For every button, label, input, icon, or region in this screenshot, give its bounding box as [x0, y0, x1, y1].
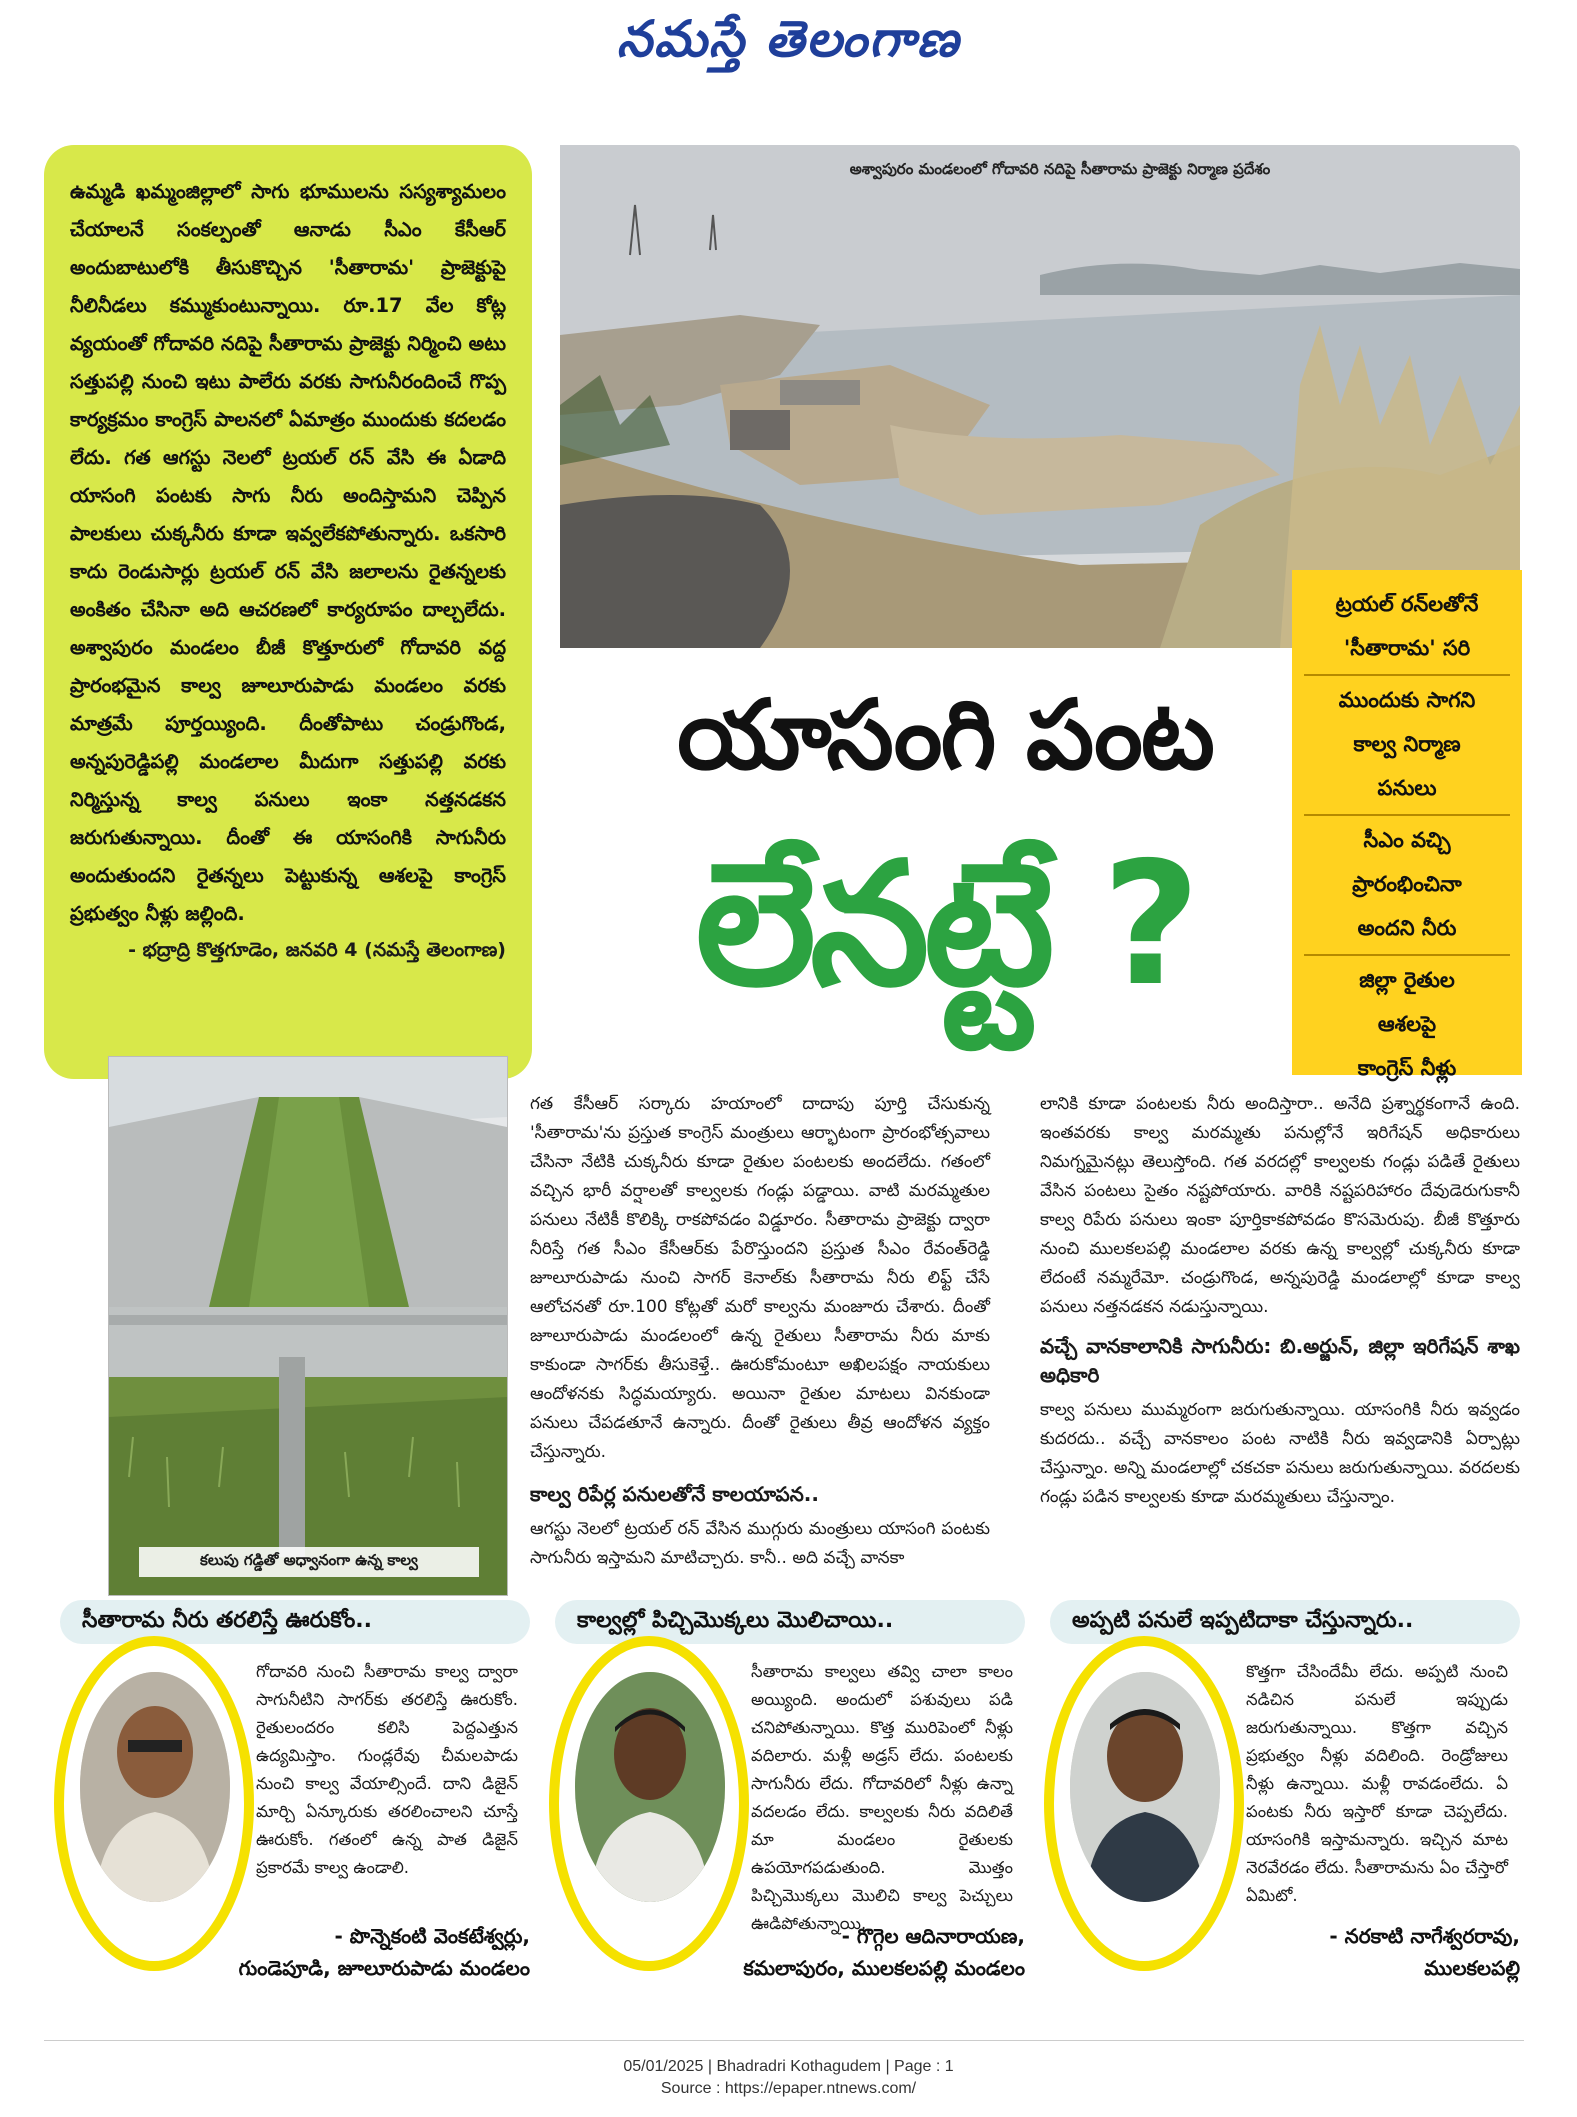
masthead-title: నమస్తే తెలంగాణ	[616, 10, 961, 68]
sidebar-line: ముందుకు సాగని	[1304, 674, 1510, 722]
quote-place: గుండెపూడి, జూలూరుపాడు మండలం	[238, 1956, 530, 1980]
quote-name: - పొన్నెకంటి వెంకటేశ్వర్లు,	[334, 1924, 530, 1948]
sidebar-line: కాంగ్రెస్ నీళ్లు	[1357, 1056, 1457, 1080]
quote-place: ములకలపల్లి	[1424, 1956, 1520, 1980]
portrait-photo	[1070, 1672, 1220, 1902]
article-paragraph: గత కేసీఆర్ సర్కారు హయాంలో దాదాపు పూర్తి చేసుకున్న 'సీతారామ'ను ప్రస్తుత కాంగ్రెస్ మంత్రులు ఆర్భాటంగా ప్రారంభోత్సవాలు చేసినా నేటికి చుక్కనీరు కూడా రైతుల పంటలకు అందలేదు. గతంలో వచ్చిన భారీ వర్షాలతో కాల్వలకు గండ్లు పడ్డాయి. వాటి మరమ్మతుల పనులు నేటికీ కొలిక్కి రాకపోవడం విడ్డూరం. సీతారామ ప్రాజెక్టు ద్వారా నీరిస్తే గత సీఎం కేసీఆర్‌కు పేరొస్తుందని ప్రస్తుత సీఎం రేవంత్‌రెడ్డి జూలూరుపాడు నుంచి సాగర్ కెనాల్‌కు సీతారామ నీరు లిఫ్ట్ చేసే ఆలోచనతో రూ.100 కోట్లతో మరో కాల్వను మంజూరు చేశారు. దీంతో జూలూరుపాడు మండలంలో ఉన్న రైతులు సీతారామ నీరు మాకు కాకుండా సాగర్‌కు తీసుకెళ్తే.. ఊరుకోమంటూ అఖిలపక్షం నాయకులు ఆందోళనకు సిద్ధమయ్యారు. అయినా రైతుల మాటలు వినకుండా పనులు చేపడతూనే ఉన్నారు. దీంతో రైతులు తీవ్ర ఆందోళన వ్యక్తం చేస్తున్నారు.	[530, 1094, 990, 1462]
article-paragraph: లానికి కూడా పంటలకు నీరు అందిస్తారా.. అనేది ప్రశ్నార్థకంగానే ఉంది. ఇంతవరకు కాల్వ మరమ్మతు పనుల్లోనే ఇరిగేషన్ అధికారులు నిమగ్నమైనట్లు తెలుస్తోంది. గత వరదల్లో కాల్వలకు గండ్లు పడితే రైతులు వేసిన పంటలు సైతం నష్టపోయారు. వారికి నష్టపరిహారం దేవుడెరుగుకానీ కాల్వ రిపేరు పనులు ఇంకా పూర్తికాకపోవడం కొసమెరుపు. బీజీ కొత్తూరు నుంచి ములకలపల్లి మండలాల వరకు ఉన్న కాల్వల్లో చుక్కనీరు కూడా లేదంటే నమ్మరేమో. చండ్రుగొండ, అన్నపురెడ్డి మండలాల్లో కూడా కాల్వ పనులు నత్తనడకన నడుస్తున్నాయి.	[1040, 1094, 1520, 1317]
sidebar-line: 'సీతారామ' సరి	[1343, 636, 1471, 660]
quote-panel-2	[535, 1600, 1025, 2000]
quote-signature	[675, 1920, 1025, 1984]
sidebar-line: సీఎం వచ్చి	[1304, 814, 1510, 862]
masthead	[0, 0, 1577, 80]
sidebar-highlights	[1292, 570, 1522, 1080]
lead-box	[44, 145, 532, 1079]
quote-heading: కాల్వల్లో పిచ్చిమొక్కలు మొలిచాయి..	[555, 1600, 1025, 1644]
canal-photo	[108, 1056, 508, 1596]
sidebar-line: అందని నీరు	[1357, 916, 1457, 940]
sidebar-line: ఆశలపై	[1377, 1012, 1437, 1036]
sidebar-line: ప్రారంభించినా	[1352, 872, 1462, 896]
quote-panel-3	[1030, 1600, 1520, 2000]
article-paragraph: కాల్వ పనులు ముమ్మరంగా జరుగుతున్నాయి. యాసంగికి నీరు ఇవ్వడం కుదరదు.. వచ్చే వానకాలం పంట నాటికి నీరు ఇవ్వడానికి ఏర్పాట్లు చేస్తున్నాం. అన్ని మండలాల్లో చకచకా పనులు జరుగుతున్నాయి. వరదలకు గండ్లు పడిన కాల్వలకు కూడా మరమ్మతులు చేస్తున్నాం.	[1040, 1400, 1520, 1507]
headline-line1: యాసంగి పంట	[677, 679, 1213, 791]
quote-panel-1	[40, 1600, 530, 2000]
article-column-middle	[530, 1090, 990, 1473]
quote-text: కొత్తగా చేసిందేమీ లేదు. అప్పటి నుంచి నడిచిన పనులే ఇప్పుడు జరుగుతున్నాయి. కొత్తగా వచ్చిన ప్రభుత్వం నీళ్లు వదిలింది. రెండ్రోజులు నీళ్లు ఉన్నాయి. మళ్లీ రావడంలేదు. ఏ పంటకు నీరు ఇస్తారో కూడా చెప్పలేదు. యాసంగికి ఇస్తామన్నారు. ఇచ్చిన మాట నెరవేరడం లేదు. సీతారామను ఏం చేస్తారో ఏమిటో.	[1246, 1662, 1508, 1905]
quote-heading: సీతారామ నీరు తరలిస్తే ఊరుకోం..	[60, 1600, 530, 1644]
canal-photo-caption: కలుపు గడ్డితో అధ్వానంగా ఉన్న కాల్వ	[139, 1547, 479, 1577]
article-column-middle-2	[530, 1470, 990, 1579]
footer-edition: 05/01/2025 | Bhadradri Kothagudem | Page : 1	[623, 2058, 954, 2075]
sidebar-line: కాల్వ నిర్మాణ	[1353, 732, 1461, 756]
portrait-photo	[80, 1672, 230, 1902]
footer-source: Source : https://epaper.ntnews.com/	[660, 2080, 917, 2097]
sidebar-line: పనులు	[1377, 776, 1437, 800]
quote-text: సీతారామ కాల్వలు తవ్వి చాలా కాలం అయ్యింది. అందులో పశువులు పడి చనిపోతున్నాయి. కొత్త మురిపెంలో నీళ్లు వదిలారు. మళ్లీ అడ్రస్ లేదు. పంటలకు సాగునీరు లేదు. గోదావరిలో నీళ్లు ఉన్నా వదలడం లేదు. కాల్వలకు నీరు వదిలితే మా మండలం రైతులకు ఉపయోగపడుతుంది. మొత్తం పిచ్చిమొక్కలు మొలిచి కాల్వ పెచ్చులు ఊడిపోతున్నాయి.	[751, 1662, 1013, 1933]
quote-heading: అప్పటి పనులే ఇప్పటిదాకా చేస్తున్నారు..	[1050, 1600, 1520, 1644]
sidebar-line: ట్రయల్ రన్‌లతోనే	[1335, 592, 1479, 616]
footer-divider	[44, 2040, 1524, 2041]
article-column-right	[1040, 1090, 1520, 1518]
article-paragraph: ఆగస్టు నెలలో ట్రయల్ రన్ వేసిన ముగ్గురు మంత్రులు యాసంగి పంటకు సాగునీరు ఇస్తామని మాటిచ్చారు. కానీ.. అది వచ్చే వానకా	[530, 1519, 990, 1568]
quote-signature	[1170, 1920, 1520, 1984]
quote-name: - గొగ్గెల ఆదినారాయణ,	[841, 1924, 1025, 1948]
sidebar-line: జిల్లా రైతుల	[1304, 954, 1510, 1002]
quote-text: గోదావరి నుంచి సీతారామ కాల్వ ద్వారా సాగునీటిని సాగర్‌కు తరలిస్తే ఊరుకోం. రైతులందరం కలిసి పెద్దఎత్తున ఉద్యమిస్తాం. గుండ్లరేవు చీమలపాడు నుంచి కాల్వ వేయాల్సిందే. దాని డిజైన్ మార్చి ఏన్కూరుకు తరలించాలని చూస్తే ఊరుకోం. గతంలో ఉన్న పాత డిజైన్ ప్రకారమే కాల్వ ఉండాలి.	[256, 1662, 518, 1877]
sidebar-list	[1292, 570, 1522, 1090]
lead-text: ఉమ్మడి ఖమ్మంజిల్లాలో సాగు భూములను సస్యశ్యామలం చేయాలనే సంకల్పంతో ఆనాడు సీఎం కేసీఆర్ అందుబాటులోకి తీసుకొచ్చిన 'సీతారామ' ప్రాజెక్టుపై నీలినీడలు కమ్ముకుంటున్నాయి. రూ.17 వేల కోట్ల వ్యయంతో గోదావరి నదిపై సీతారామ ప్రాజెక్టు నిర్మించి అటు సత్తుపల్లి నుంచి ఇటు పాలేరు వరకు సాగునీరందించే గొప్ప కార్యక్రమం కాంగ్రెస్ పాలనలో ఏమాత్రం ముందుకు కదలడం లేదు. గత ఆగస్టు నెలలో ట్రయల్ రన్ వేసి ఈ ఏడాది యాసంగి పంటకు సాగు నీరు అందిస్తామని చెప్పిన పాలకులు చుక్కనీరు కూడా ఇవ్వలేకపోతున్నారు. ఒకసారి కాదు రెండుసార్లు ట్రయల్ రన్ వేసి జలాలను రైతన్నలకు అంకితం చేసినా అది ఆచరణలో కార్యరూపం దాల్చలేదు. అశ్వాపురం మండలం బీజీ కొత్తూరులో గోదావరి వద్ద ప్రారంభమైన కాల్వ జూలూరుపాడు మండలం వరకు మాత్రమే పూర్తయ్యింది. దీంతోపాటు చండ్రుగొండ, అన్నపురెడ్డిపల్లి మండలాల మీదుగా సత్తుపల్లి వరకు నిర్మిస్తున్న కాల్వ పనులు ఇంకా నత్తనడకన జరుగుతున్నాయి. దీంతో ఈ యాసంగికి సాగునీరు అందుతుందని రైతన్నలు పెట్టుకున్న ఆశలపై కాంగ్రెస్ ప్రభుత్వం నీళ్లు జల్లింది.	[70, 180, 506, 925]
quote-name: - నరకాటి నాగేశ్వరరావు,	[1329, 1924, 1520, 1948]
photo-top-caption: అశ్వాపురం మండలంలో గోదావరి నదిపై సీతారామ ప్రాజెక్టు నిర్మాణ ప్రదేశం	[849, 160, 1271, 178]
portrait-photo	[575, 1672, 725, 1902]
page-footer	[0, 2056, 1577, 2100]
quote-place: కమలాపురం, ములకలపల్లి మండలం	[743, 1956, 1025, 1980]
dateline: - భద్రాద్రి కొత్తగూడెం, జనవరి 4 (నమస్తే తెలంగాణ)	[128, 939, 506, 961]
headline-line2: లేనట్టే ?	[695, 826, 1195, 1024]
article-subhead: వచ్చే వానకాలానికి సాగునీరు: బి.అర్జున్, జిల్లా ఇరిగేషన్ శాఖ అధికారి	[1040, 1334, 1520, 1387]
article-subhead: కాల్వ రిపేర్ల పనులతోనే కాలయాపన..	[530, 1482, 819, 1506]
quote-signature	[180, 1920, 530, 1984]
